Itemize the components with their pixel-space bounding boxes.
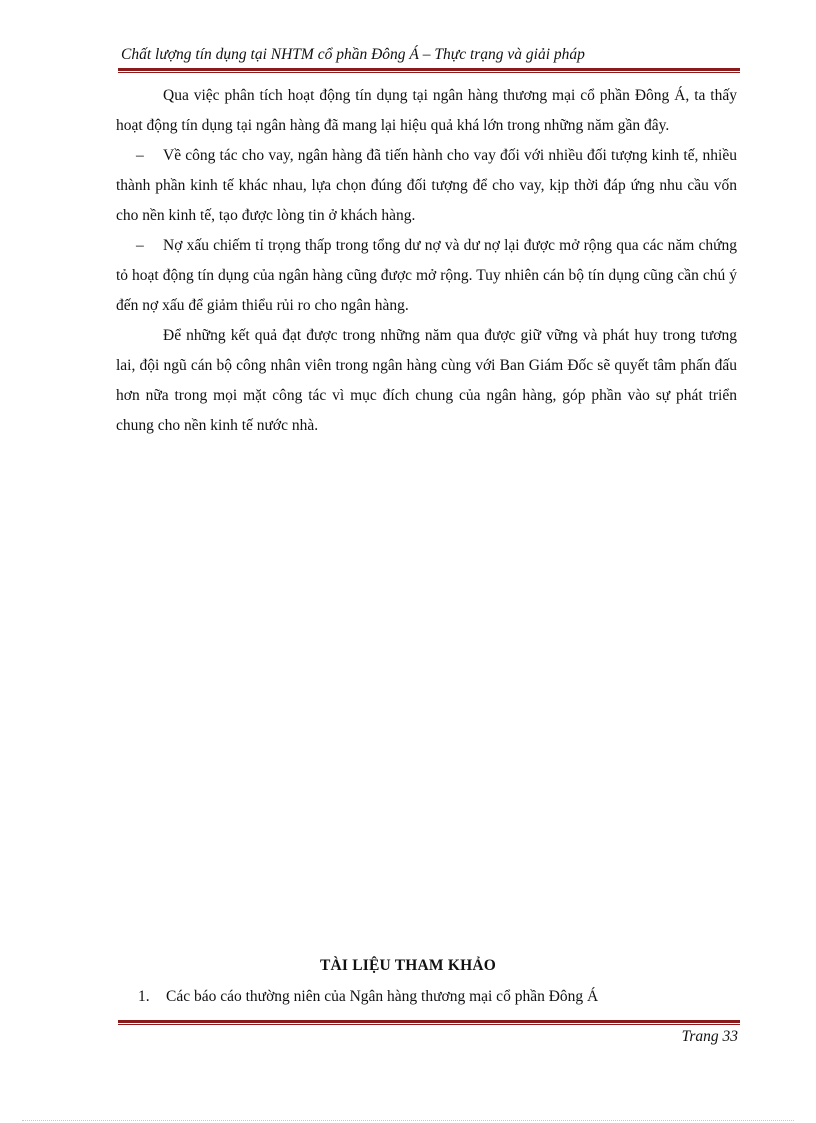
intro-paragraph: Qua việc phân tích hoạt động tín dụng tại ngân hàng thương mại cổ phần Đông Á, ta thấy hoạt động tín dụng tại ngân hàng đã mang lại hiệu quả khá lớn trong những năm gần đây. [116,87,737,134]
reference-text: Các báo cáo thường niên của Ngân hàng thương mại cổ phần Đông Á [166,988,599,1005]
page-edge-divider [22,1120,794,1121]
page-number: Trang 33 [681,1028,738,1045]
list-item-text: Nợ xấu chiếm tỉ trọng thấp trong tổng dư nợ và dư nợ lại được mở rộng qua các năm chứng tỏ hoạt động tín dụng của ngân hàng cũng được mở rộng. Tuy nhiên cán bộ tín dụng cũng cần chú ý đến nợ xấu để giảm thiểu rủi ro cho ngân hàng. [116,237,737,314]
closing-paragraph: Để những kết quả đạt được trong những năm qua được giữ vững và phát huy trong tương lai, đội ngũ cán bộ công nhân viên trong ngân hàng cùng với Ban Giám Đốc sẽ quyết tâm phấn đấu hơn nữa trong mọi mặt công tác vì mục đích chung của ngân hàng, góp phần vào sự phát triển chung cho nền kinh tế nước nhà. [116,327,737,434]
document-body [116,81,737,441]
header-title: Chất lượng tín dụng tại NHTM cổ phần Đông Á – Thực trạng và giải pháp [121,46,585,63]
header-rule [118,68,740,73]
list-item [116,231,737,321]
dash-bullet: – [136,147,144,164]
reference-number: 1. [138,988,150,1005]
references-title: TÀI LIỆU THAM KHẢO [320,957,496,974]
reference-item [138,988,598,1006]
footer-rule [118,1020,740,1025]
list-item-text: Về công tác cho vay, ngân hàng đã tiến hành cho vay đối với nhiều đối tượng kinh tế, nhiều thành phần kinh tế khác nhau, lựa chọn đúng đối tượng để cho vay, kịp thời đáp ứng nhu cầu vốn cho nền kinh tế, tạo được lòng tin ở khách hàng. [116,147,737,224]
list-item [116,141,737,231]
dash-bullet: – [136,237,144,254]
